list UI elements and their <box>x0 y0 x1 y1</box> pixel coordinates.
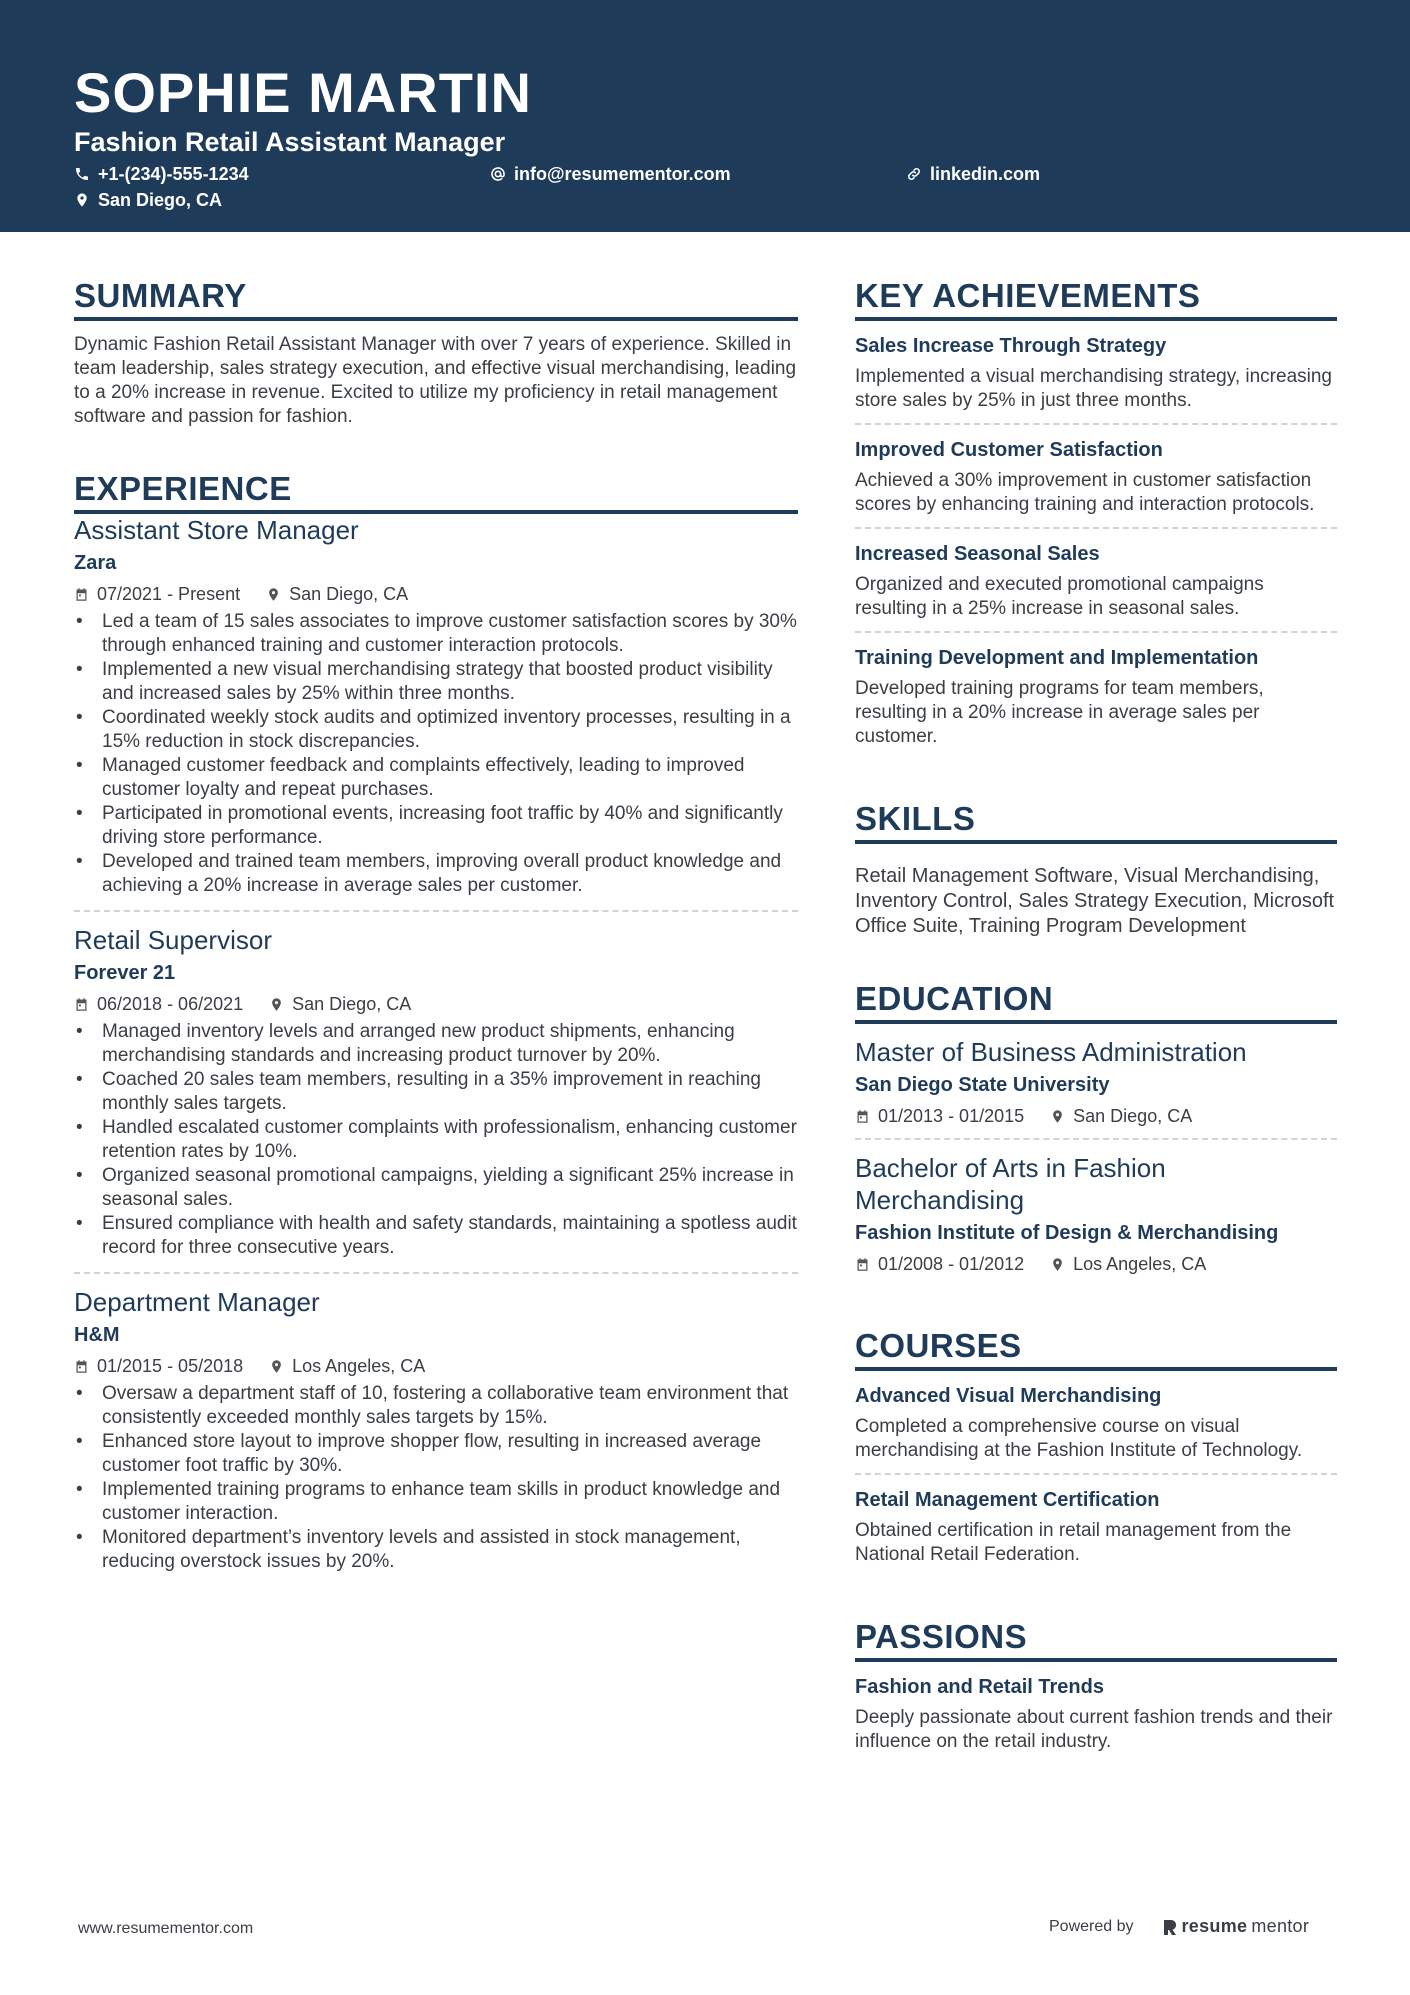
education-item <box>855 1024 1337 1138</box>
job-company: Forever 21 <box>74 962 176 984</box>
job-bullet: • Monitored department’s inventory levels and assisted in stock management, reducing overstock issues by 20%. <box>74 1526 798 1574</box>
calendar-icon <box>74 997 89 1012</box>
passions-section <box>855 1617 1337 1764</box>
passion-item <box>855 1662 1337 1764</box>
phone-text: +1-(234)-555-1234 <box>98 164 249 184</box>
job-location: San Diego, CA <box>289 584 409 604</box>
job-bullet: • Managed inventory levels and arranged new product shipments, enhancing merchandising standards and increasing product turnover by 20%. <box>74 1020 798 1068</box>
courses-section <box>855 1326 1337 1577</box>
education-dates: 01/2008 - 01/2012 <box>878 1254 1025 1274</box>
course-title: Retail Management Certification <box>855 1489 1160 1511</box>
job-bullet: • Managed customer feedback and complaints effectively, leading to improved customer loyalty and repeat purchases. <box>74 754 798 802</box>
achievement-title: Sales Increase Through Strategy <box>855 335 1167 357</box>
footer-website[interactable]: www.resumementor.com <box>78 1920 254 1937</box>
achievement-item <box>855 631 1337 759</box>
brand-bold: resume <box>1181 1916 1248 1936</box>
calendar-icon <box>74 587 89 602</box>
education-school: Fashion Institute of Design & Merchandising <box>855 1222 1279 1244</box>
candidate-name: SOPHIE MARTIN <box>74 61 532 124</box>
contact-email[interactable] <box>490 162 731 186</box>
job-bullet: • Led a team of 15 sales associates to improve customer satisfaction scores by 30% through enhanced training and customer interaction protocols. <box>74 610 798 658</box>
passion-desc: Deeply passionate about current fashion trends and their influence on the retail industry. <box>855 1707 1333 1752</box>
job-bullet: • Implemented training programs to enhance team skills in product knowledge and customer interaction. <box>74 1478 798 1526</box>
education-item <box>855 1138 1337 1286</box>
achievement-item <box>855 423 1337 527</box>
education-degree: Master of Business Administration <box>855 1037 1247 1067</box>
job-location: Los Angeles, CA <box>292 1356 426 1376</box>
calendar-icon <box>855 1257 870 1272</box>
experience-section <box>74 469 798 1586</box>
location-pin-icon <box>266 587 281 602</box>
course-desc: Obtained certification in retail management from the National Retail Federation. <box>855 1520 1292 1565</box>
resume-header <box>0 0 1410 232</box>
job-bullet: • Implemented a new visual merchandising strategy that boosted product visibility and increased sales by 25% within three months. <box>74 658 798 706</box>
achievement-item <box>855 321 1337 423</box>
achievement-desc: Organized and executed promotional campaigns resulting in a 25% increase in seasonal sales. <box>855 574 1264 619</box>
section-title-skills: SKILLS <box>855 799 1337 844</box>
job-entry <box>74 910 798 1272</box>
education-meta <box>855 1252 1337 1276</box>
location-pin-icon <box>74 192 90 208</box>
location-text: San Diego, CA <box>98 190 223 210</box>
job-dates: 07/2021 - Present <box>97 584 241 604</box>
location-pin-icon <box>1050 1109 1065 1124</box>
education-section <box>855 979 1337 1286</box>
education-location: Los Angeles, CA <box>1073 1254 1207 1274</box>
section-title-achievements: KEY ACHIEVEMENTS <box>855 276 1337 321</box>
job-bullet: • Ensured compliance with health and safety standards, maintaining a spotless audit record for three consecutive years. <box>74 1212 798 1260</box>
achievement-title: Training Development and Implementation <box>855 647 1259 669</box>
section-title-education: EDUCATION <box>855 979 1337 1024</box>
achievement-title: Improved Customer Satisfaction <box>855 439 1163 461</box>
job-bullet: • Organized seasonal promotional campaigns, yielding a significant 25% increase in seasonal sales. <box>74 1164 798 1212</box>
skills-text: Retail Management Software, Visual Merchandising, Inventory Control, Sales Strategy Execution, Microsoft Office Suite, Training Program Development <box>855 865 1335 937</box>
job-location: San Diego, CA <box>292 994 412 1014</box>
job-title: Retail Supervisor <box>74 925 272 955</box>
contact-phone[interactable] <box>74 162 249 186</box>
course-item <box>855 1473 1337 1577</box>
course-item <box>855 1371 1337 1473</box>
brand-light: mentor <box>1251 1916 1310 1936</box>
education-dates: 01/2013 - 01/2015 <box>878 1106 1025 1126</box>
job-company: H&M <box>74 1324 120 1346</box>
left-column <box>74 276 798 1626</box>
brand-logo[interactable] <box>1162 1916 1310 1937</box>
resumementor-logo-icon <box>1162 1918 1178 1936</box>
right-column <box>855 276 1337 1804</box>
section-title-courses: COURSES <box>855 1326 1337 1371</box>
calendar-icon <box>855 1109 870 1124</box>
job-bullets <box>74 610 798 898</box>
job-bullet: • Developed and trained team members, improving overall product knowledge and achieving a 20% increase in average sales per customer. <box>74 850 798 898</box>
summary-section <box>74 276 798 429</box>
calendar-icon <box>74 1359 89 1374</box>
contact-location <box>74 188 222 212</box>
summary-text: Dynamic Fashion Retail Assistant Manager with over 7 years of experience. Skilled in team leadership, sales strategy execution, and effective visual merchandising, leading to a 20% increase in revenue. Excited to utilize my proficiency in retail management software and passion for fashion. <box>74 334 797 427</box>
education-degree: Bachelor of Arts in Fashion Merchandising <box>855 1153 1166 1215</box>
job-title: Department Manager <box>74 1287 320 1317</box>
job-bullets <box>74 1020 798 1260</box>
contact-linkedin[interactable] <box>906 162 1040 186</box>
link-icon <box>906 166 922 182</box>
section-title-summary: SUMMARY <box>74 276 798 321</box>
achievement-desc: Implemented a visual merchandising strategy, increasing store sales by 25% in just three months. <box>855 366 1332 411</box>
section-title-passions: PASSIONS <box>855 1617 1337 1662</box>
job-bullet: • Handled escalated customer complaints with professionalism, enhancing customer retention rates by 10%. <box>74 1116 798 1164</box>
achievement-desc: Achieved a 30% improvement in customer satisfaction scores by enhancing training and interaction protocols. <box>855 470 1315 515</box>
education-meta <box>855 1104 1337 1128</box>
linkedin-text: linkedin.com <box>930 164 1041 184</box>
achievement-desc: Developed training programs for team members, resulting in a 20% increase in average sales per customer. <box>855 678 1264 747</box>
passion-title: Fashion and Retail Trends <box>855 1676 1104 1698</box>
job-dates: 06/2018 - 06/2021 <box>97 994 244 1014</box>
footer-powered <box>1049 1916 1309 1937</box>
job-bullet: • Enhanced store layout to improve shopper flow, resulting in increased average customer foot traffic by 30%. <box>74 1430 798 1478</box>
course-desc: Completed a comprehensive course on visual merchandising at the Fashion Institute of Technology. <box>855 1416 1303 1461</box>
job-bullet: • Coached 20 sales team members, resulting in a 35% improvement in reaching monthly sales targets. <box>74 1068 798 1116</box>
education-school: San Diego State University <box>855 1074 1110 1096</box>
job-bullet: • Coordinated weekly stock audits and optimized inventory processes, resulting in a 15% reduction in stock discrepancies. <box>74 706 798 754</box>
achievement-item <box>855 527 1337 631</box>
location-pin-icon <box>269 1359 284 1374</box>
job-meta <box>74 992 798 1016</box>
education-location: San Diego, CA <box>1073 1106 1193 1126</box>
achievements-section <box>855 276 1337 759</box>
job-entry <box>74 514 798 910</box>
job-company: Zara <box>74 552 117 574</box>
location-pin-icon <box>269 997 284 1012</box>
job-title: Assistant Store Manager <box>74 515 359 545</box>
job-dates: 01/2015 - 05/2018 <box>97 1356 244 1376</box>
powered-by-text: Powered by <box>1049 1917 1134 1935</box>
section-title-experience: EXPERIENCE <box>74 469 798 514</box>
phone-icon <box>74 166 90 182</box>
at-icon <box>490 166 506 182</box>
job-meta <box>74 582 798 606</box>
job-entry <box>74 1272 798 1586</box>
email-text: info@resumementor.com <box>514 164 731 184</box>
job-bullet: • Oversaw a department staff of 10, fostering a collaborative team environment that consistently exceeded monthly sales targets by 15%. <box>74 1382 798 1430</box>
candidate-role: Fashion Retail Assistant Manager <box>74 127 506 157</box>
job-meta <box>74 1354 798 1378</box>
course-title: Advanced Visual Merchandising <box>855 1385 1162 1407</box>
achievement-title: Increased Seasonal Sales <box>855 543 1100 565</box>
job-bullets <box>74 1382 798 1574</box>
skills-section <box>855 799 1337 939</box>
job-bullet: • Participated in promotional events, increasing foot traffic by 40% and significantly driving store performance. <box>74 802 798 850</box>
location-pin-icon <box>1050 1257 1065 1272</box>
